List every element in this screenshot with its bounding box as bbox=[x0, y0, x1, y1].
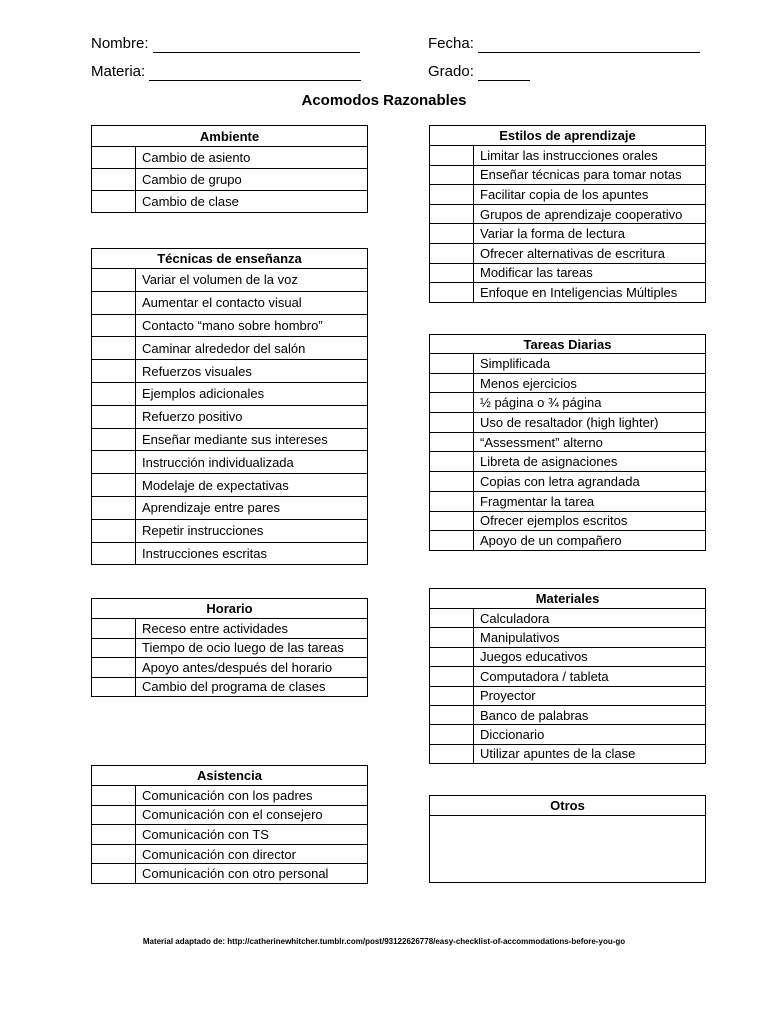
item-label: Refuerzos visuales bbox=[136, 360, 368, 383]
checkbox[interactable] bbox=[430, 185, 474, 205]
table-row bbox=[92, 169, 368, 191]
item-label: ½ página o ¾ página bbox=[474, 393, 706, 413]
table-row bbox=[92, 428, 368, 451]
table-row bbox=[92, 619, 368, 639]
item-label: Simplificada bbox=[474, 354, 706, 374]
table-row bbox=[430, 354, 706, 374]
checkbox[interactable] bbox=[92, 451, 136, 474]
table-row bbox=[92, 451, 368, 474]
table-row bbox=[92, 864, 368, 884]
checkbox[interactable] bbox=[430, 243, 474, 263]
item-label: Calculadora bbox=[474, 609, 706, 628]
table-row bbox=[430, 531, 706, 551]
table-asistencia bbox=[91, 765, 368, 884]
checkbox[interactable] bbox=[430, 609, 474, 628]
table-tareas bbox=[429, 334, 706, 551]
fecha-input-line[interactable] bbox=[478, 38, 700, 53]
checkbox[interactable] bbox=[430, 224, 474, 244]
table-row bbox=[430, 686, 706, 705]
table-title: Tareas Diarias bbox=[430, 335, 706, 354]
item-label: Diccionario bbox=[474, 725, 706, 744]
checkbox[interactable] bbox=[92, 169, 136, 191]
item-label: Manipulativos bbox=[474, 628, 706, 647]
checkbox[interactable] bbox=[430, 432, 474, 452]
item-label: Ofrecer ejemplos escritos bbox=[474, 511, 706, 531]
checkbox[interactable] bbox=[92, 428, 136, 451]
table-row bbox=[92, 382, 368, 405]
item-label: Tiempo de ocio luego de las tareas bbox=[136, 638, 368, 658]
table-ambiente bbox=[91, 125, 368, 213]
item-label: Proyector bbox=[474, 686, 706, 705]
checkbox[interactable] bbox=[430, 283, 474, 303]
checkbox[interactable] bbox=[92, 658, 136, 678]
item-label: Utilizar apuntes de la clase bbox=[474, 744, 706, 763]
checkbox[interactable] bbox=[92, 474, 136, 497]
table-row bbox=[92, 337, 368, 360]
checkbox[interactable] bbox=[430, 146, 474, 166]
checkbox[interactable] bbox=[92, 314, 136, 337]
item-label: Grupos de aprendizaje cooperativo bbox=[474, 204, 706, 224]
item-label: Comunicación con director bbox=[136, 844, 368, 864]
table-row bbox=[92, 360, 368, 383]
item-label: Receso entre actividades bbox=[136, 619, 368, 639]
checkbox[interactable] bbox=[430, 531, 474, 551]
item-label: Apoyo de un compañero bbox=[474, 531, 706, 551]
checkbox[interactable] bbox=[430, 393, 474, 413]
checkbox[interactable] bbox=[92, 519, 136, 542]
checkbox[interactable] bbox=[430, 744, 474, 763]
checkbox[interactable] bbox=[430, 354, 474, 374]
table-row bbox=[430, 263, 706, 283]
checkbox[interactable] bbox=[92, 496, 136, 519]
item-label: Comunicación con otro personal bbox=[136, 864, 368, 884]
checkbox[interactable] bbox=[92, 619, 136, 639]
table-row bbox=[92, 844, 368, 864]
checkbox[interactable] bbox=[92, 677, 136, 697]
checkbox[interactable] bbox=[430, 491, 474, 511]
item-label: Apoyo antes/después del horario bbox=[136, 658, 368, 678]
table-estilos bbox=[429, 125, 706, 303]
checkbox[interactable] bbox=[92, 786, 136, 806]
checkbox[interactable] bbox=[92, 638, 136, 658]
checkbox[interactable] bbox=[92, 337, 136, 360]
checkbox[interactable] bbox=[92, 805, 136, 825]
otros-notes-area[interactable] bbox=[430, 816, 706, 883]
item-label: Modificar las tareas bbox=[474, 263, 706, 283]
table-row bbox=[430, 373, 706, 393]
checkbox[interactable] bbox=[430, 705, 474, 724]
checkbox[interactable] bbox=[92, 844, 136, 864]
footer-source: Material adaptado de: http://catherinewhitcher.tumblr.com/post/93122626778/easy-checklist-of-accommodations-before-you-go bbox=[142, 937, 626, 946]
item-label: Computadora / tableta bbox=[474, 667, 706, 686]
nombre-label: Nombre: bbox=[91, 35, 149, 52]
table-row bbox=[92, 825, 368, 845]
table-otros bbox=[429, 795, 706, 883]
table-title: Asistencia bbox=[92, 766, 368, 786]
checkbox[interactable] bbox=[92, 405, 136, 428]
checkbox[interactable] bbox=[430, 628, 474, 647]
table-row bbox=[430, 667, 706, 686]
item-label: Cambio de grupo bbox=[136, 169, 368, 191]
table-row bbox=[430, 283, 706, 303]
table-tecnicas bbox=[91, 248, 368, 565]
table-row bbox=[430, 472, 706, 492]
table-row bbox=[430, 393, 706, 413]
checkbox[interactable] bbox=[92, 542, 136, 565]
nombre-field bbox=[91, 35, 360, 53]
table-row bbox=[92, 269, 368, 292]
checkbox[interactable] bbox=[92, 360, 136, 383]
item-label: Repetir instrucciones bbox=[136, 519, 368, 542]
item-label: Comunicación con TS bbox=[136, 825, 368, 845]
fecha-label: Fecha: bbox=[428, 35, 474, 52]
table-row bbox=[430, 224, 706, 244]
table-row bbox=[430, 609, 706, 628]
table-row bbox=[430, 413, 706, 433]
table-row bbox=[430, 204, 706, 224]
item-label: Uso de resaltador (high lighter) bbox=[474, 413, 706, 433]
table-row bbox=[92, 542, 368, 565]
checkbox[interactable] bbox=[430, 204, 474, 224]
item-label: Menos ejercicios bbox=[474, 373, 706, 393]
item-label: Aumentar el contacto visual bbox=[136, 291, 368, 314]
item-label: Aprendizaje entre pares bbox=[136, 496, 368, 519]
item-label: Refuerzo positivo bbox=[136, 405, 368, 428]
table-row bbox=[430, 628, 706, 647]
table-row bbox=[92, 405, 368, 428]
materia-label: Materia: bbox=[91, 63, 146, 80]
item-label: Cambio de asiento bbox=[136, 147, 368, 169]
item-label: Instrucción individualizada bbox=[136, 451, 368, 474]
checkbox[interactable] bbox=[430, 511, 474, 531]
table-row bbox=[430, 491, 706, 511]
table-row bbox=[92, 519, 368, 542]
item-label: “Assessment” alterno bbox=[474, 432, 706, 452]
item-label: Contacto “mano sobre hombro” bbox=[136, 314, 368, 337]
table-row bbox=[92, 677, 368, 697]
table-row bbox=[92, 658, 368, 678]
table-row bbox=[92, 805, 368, 825]
table-title: Estilos de aprendizaje bbox=[430, 126, 706, 146]
item-label: Fragmentar la tarea bbox=[474, 491, 706, 511]
item-label: Libreta de asignaciones bbox=[474, 452, 706, 472]
table-row bbox=[92, 474, 368, 497]
table-row bbox=[430, 511, 706, 531]
item-label: Modelaje de expectativas bbox=[136, 474, 368, 497]
checkbox[interactable] bbox=[430, 373, 474, 393]
table-row bbox=[92, 496, 368, 519]
grado-input-line[interactable] bbox=[478, 66, 530, 81]
checkbox[interactable] bbox=[430, 452, 474, 472]
checkbox[interactable] bbox=[430, 686, 474, 705]
table-materiales bbox=[429, 588, 706, 764]
checkbox[interactable] bbox=[430, 263, 474, 283]
table-row bbox=[92, 314, 368, 337]
item-label: Enseñar técnicas para tomar notas bbox=[474, 165, 706, 185]
checkbox[interactable] bbox=[92, 382, 136, 405]
table-row bbox=[92, 291, 368, 314]
item-label: Enseñar mediante sus intereses bbox=[136, 428, 368, 451]
grado-label: Grado: bbox=[428, 63, 474, 80]
item-label: Instrucciones escritas bbox=[136, 542, 368, 565]
item-label: Caminar alrededor del salón bbox=[136, 337, 368, 360]
item-label: Juegos educativos bbox=[474, 647, 706, 666]
item-label: Copias con letra agrandada bbox=[474, 472, 706, 492]
checkbox[interactable] bbox=[430, 647, 474, 666]
checkbox[interactable] bbox=[92, 147, 136, 169]
checkbox[interactable] bbox=[92, 269, 136, 292]
checkbox[interactable] bbox=[92, 291, 136, 314]
materia-field bbox=[91, 63, 361, 81]
table-row bbox=[430, 452, 706, 472]
table-title: Materiales bbox=[430, 589, 706, 609]
checkbox[interactable] bbox=[430, 725, 474, 744]
checkbox[interactable] bbox=[92, 191, 136, 213]
table-row bbox=[430, 725, 706, 744]
fecha-field bbox=[428, 35, 700, 53]
item-label: Limitar las instrucciones orales bbox=[474, 146, 706, 166]
item-label: Variar el volumen de la voz bbox=[136, 269, 368, 292]
table-row bbox=[430, 647, 706, 666]
table-row bbox=[430, 705, 706, 724]
table-row bbox=[92, 147, 368, 169]
item-label: Facilitar copia de los apuntes bbox=[474, 185, 706, 205]
checkbox[interactable] bbox=[430, 165, 474, 185]
checkbox[interactable] bbox=[92, 864, 136, 884]
grado-field bbox=[428, 63, 530, 81]
table-title: Otros bbox=[430, 796, 706, 816]
item-label: Enfoque en Inteligencias Múltiples bbox=[474, 283, 706, 303]
table-row bbox=[92, 638, 368, 658]
table-row bbox=[430, 165, 706, 185]
table-title: Ambiente bbox=[92, 126, 368, 147]
materia-input-line[interactable] bbox=[149, 66, 361, 81]
table-row bbox=[430, 432, 706, 452]
table-row bbox=[430, 146, 706, 166]
nombre-input-line[interactable] bbox=[153, 38, 360, 53]
table-row bbox=[92, 786, 368, 806]
page-title: Acomodos Razonables bbox=[301, 92, 467, 109]
checkbox[interactable] bbox=[430, 472, 474, 492]
checkbox[interactable] bbox=[430, 413, 474, 433]
checkbox[interactable] bbox=[92, 825, 136, 845]
table-title: Técnicas de enseñanza bbox=[92, 249, 368, 269]
item-label: Cambio de clase bbox=[136, 191, 368, 213]
item-label: Banco de palabras bbox=[474, 705, 706, 724]
table-row bbox=[430, 744, 706, 763]
item-label: Ejemplos adicionales bbox=[136, 382, 368, 405]
table-row bbox=[92, 191, 368, 213]
checkbox[interactable] bbox=[430, 667, 474, 686]
item-label: Comunicación con los padres bbox=[136, 786, 368, 806]
item-label: Variar la forma de lectura bbox=[474, 224, 706, 244]
table-row bbox=[430, 185, 706, 205]
table-row bbox=[430, 243, 706, 263]
item-label: Comunicación con el consejero bbox=[136, 805, 368, 825]
table-horario bbox=[91, 598, 368, 697]
item-label: Cambio del programa de clases bbox=[136, 677, 368, 697]
table-title: Horario bbox=[92, 599, 368, 619]
item-label: Ofrecer alternativas de escritura bbox=[474, 243, 706, 263]
